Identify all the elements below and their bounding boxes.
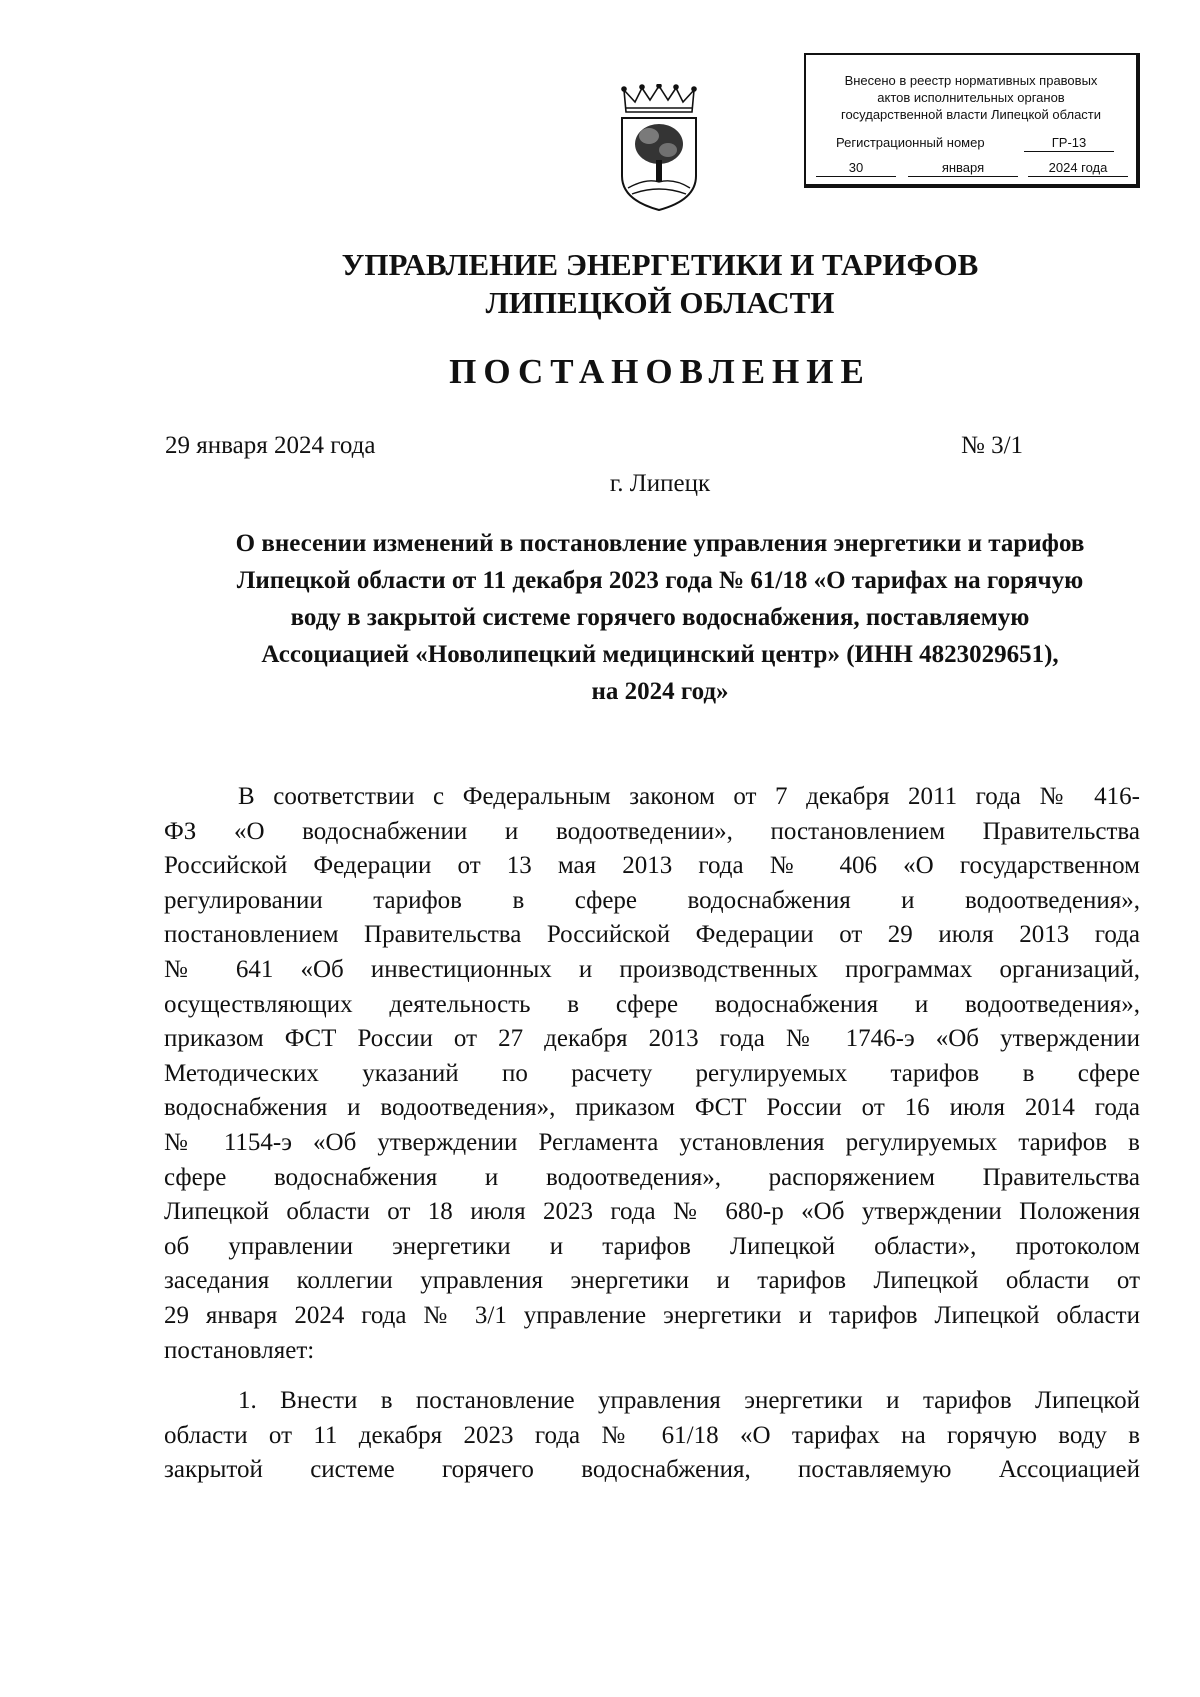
title-line: на 2024 год» <box>591 678 729 705</box>
body-line: приказом ФСТ России от 27 декабря 2013 года № 1746-э «Об утверждении <box>164 1025 1140 1053</box>
body-line: Липецкой области от 18 июля 2023 года № 680-р «Об утверждении Положения <box>164 1198 1140 1226</box>
body-line: постановлением Правительства Российской Федерации от 29 июля 2013 года <box>164 921 1140 949</box>
document-title <box>160 525 1160 710</box>
body-line: 1. Внести в постановление управления энергетики и тарифов Липецкой <box>238 1387 1140 1415</box>
stamp-line-3: государственной власти Липецкой области <box>840 107 1102 122</box>
document-type: ПОСТАНОВЛЕНИЕ <box>449 352 871 391</box>
body-line: заседания коллегии управления энергетики и тарифов Липецкой области от <box>164 1267 1140 1295</box>
body-line: № 641 «Об инвестиционных и производственных программах организаций, <box>164 955 1140 983</box>
stamp-month: января <box>908 159 1018 177</box>
body-line: Российской Федерации от 13 мая 2013 года № 406 «О государственном <box>164 852 1140 880</box>
stamp-day: 30 <box>816 159 896 177</box>
coat-of-arms-icon <box>616 84 702 212</box>
title-line: Ассоциацией «Новолипецкий медицинский центр» (ИНН 4823029651), <box>261 641 1059 668</box>
body-line: осуществляющих деятельность в сфере водоснабжения и водоотведения», <box>164 990 1140 1018</box>
body-line: № 1154-э «Об утверждении Регламента установления регулируемых тарифов в <box>164 1128 1140 1156</box>
body-line: водоснабжения и водоотведения», приказом ФСТ России от 16 июля 2014 года <box>164 1094 1140 1122</box>
stamp-reg-number: ГР-13 <box>1024 134 1114 152</box>
document-number: № 3/1 <box>961 432 1024 459</box>
org-name-line-2: ЛИПЕЦКОЙ ОБЛАСТИ <box>485 285 835 320</box>
body-line: сфере водоснабжения и водоотведения», распоряжением Правительства <box>164 1163 1140 1191</box>
org-name-line-1: УПРАВЛЕНИЕ ЭНЕРГЕТИКИ И ТАРИФОВ <box>341 247 979 282</box>
stamp-reg-label: Регистрационный номер <box>836 135 985 150</box>
body-line: ФЗ «О водоснабжении и водоотведении», постановлением Правительства <box>164 817 1140 845</box>
body-line: В соответствии с Федеральным законом от 7 декабря 2011 года № 416- <box>238 783 1140 810</box>
document-body <box>164 780 1140 1488</box>
body-line: постановляет: <box>164 1336 315 1364</box>
title-line: Липецкой области от 11 декабря 2023 года № 61/18 «О тарифах на горячую <box>236 567 1084 594</box>
document-date: 29 января 2024 года <box>165 432 376 459</box>
title-line: воду в закрытой системе горячего водоснабжения, поставляемую <box>290 604 1030 631</box>
stamp-line-2: актов исполнительных органов <box>877 90 1065 105</box>
body-line: закрытой системе горячего водоснабжения, поставляемую Ассоциацией <box>164 1456 1140 1484</box>
body-line: области от 11 декабря 2023 года № 61/18 «О тарифах на горячую воду в <box>164 1421 1140 1449</box>
body-line: об управлении энергетики и тарифов Липецкой области», протоколом <box>164 1232 1140 1260</box>
body-line: 29 января 2024 года № 3/1 управление энергетики и тарифов Липецкой области <box>164 1301 1140 1329</box>
document-city: г. Липецк <box>609 470 711 497</box>
registration-stamp <box>804 53 1140 188</box>
body-line: Методических указаний по расчету регулируемых тарифов в сфере <box>164 1059 1140 1087</box>
body-line: регулировании тарифов в сфере водоснабжения и водоотведения», <box>164 886 1140 914</box>
title-line: О внесении изменений в постановление управления энергетики и тарифов <box>235 530 1085 557</box>
stamp-line-1: Внесено в реестр нормативных правовых <box>844 73 1098 88</box>
stamp-year: 2024 года <box>1028 159 1128 177</box>
